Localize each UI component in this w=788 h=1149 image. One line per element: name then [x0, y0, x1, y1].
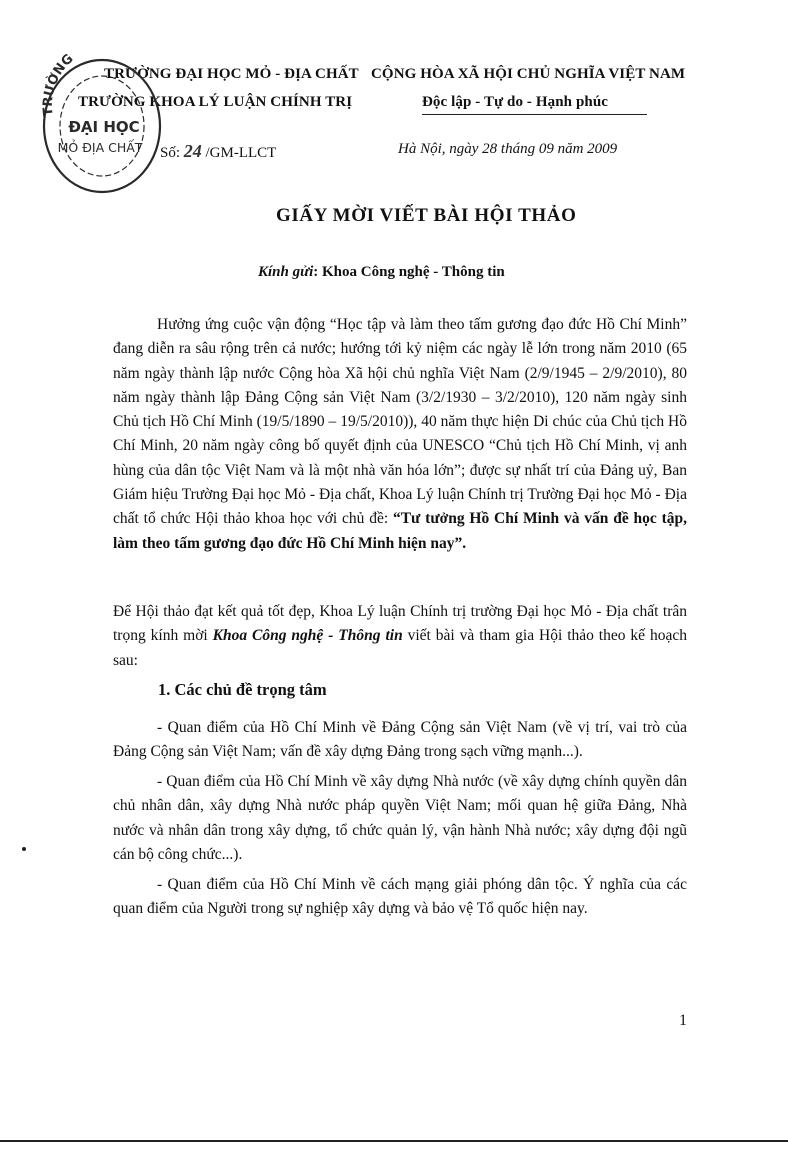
doc-number-prefix: Số: — [160, 145, 181, 161]
motto: Độc lập - Tự do - Hạnh phúc — [422, 94, 609, 110]
invite-text-after: viết bài và tham gia Hội thảo theo kế hoạch sau: — [113, 627, 687, 669]
scan-speck — [22, 847, 26, 851]
topic-item: - Quan điểm của Hồ Chí Minh về xây dựng Nhà nước (về xây dựng chính quyền dân chủ nhân dân, xây dựng Nhà nước pháp quyền Việt Nam; mối quan hệ giữa Đảng, Nhà nước và nhân dân trong xây dựng, tổ chức quản lý, vận hành Nhà nước; xây dựng đội ngũ cán bộ công chức...). — [113, 773, 687, 863]
doc-number-handwritten: 24 — [183, 141, 202, 161]
intro-text: Hưởng ứng cuộc vận động “Học tập và làm theo tấm gương đạo đức Hồ Chí Minh” đang diễn ra sâu rộng trên cả nước; hướng tới kỷ niệm các ngày lễ lớn trong năm 2010 (65 năm ngày thành lập nước Cộng hòa Xã hội chủ nghĩa Việt Nam (2/9/1945 – 2/9/2010), 80 năm ngày thành lập Đảng Cộng sản Việt Nam (3/2/1930 – 3/2/2010), 120 năm ngày sinh Chủ tịch Hồ Chí Minh (19/5/1890 – 19/5/2010)), 40 năm thực hiện Di chúc của Chủ tịch Hồ Chí Minh, 20 năm ngày công bố quyết định của UNESCO “Chủ tịch Hồ Chí Minh, vị anh hùng của dân tộc Việt Nam và là một nhà văn hóa lớn”; được sự nhất trí của Đảng uỷ, Ban Giám hiệu Trường Đại học Mỏ - Địa chất, Khoa Lý luận Chính trị Trường Đại học Mỏ - Địa chất tổ chức Hội thảo khoa học với chủ đề: — [113, 316, 687, 528]
document-number — [160, 141, 276, 162]
invite-paragraph — [113, 600, 687, 673]
invite-text-before: Để Hội thảo đạt kết quả tốt đẹp, Khoa Lý luận Chính trị trường Đại học Mỏ - Địa chất trân trọng kính mời — [113, 603, 687, 645]
country-name: CỘNG HÒA XÃ HỘI CHỦ NGHĨA VIỆT NAM — [371, 66, 686, 82]
doc-number-suffix: /GM-LLCT — [205, 145, 277, 161]
stamp-ring-text: TRƯỜNG — [40, 51, 77, 117]
school-name: TRƯỜNG ĐẠI HỌC MỎ - ĐỊA CHẤT — [104, 66, 359, 82]
document-title: GIẤY MỜI VIẾT BÀI HỘI THẢO — [276, 205, 577, 226]
page-edge-line — [0, 1140, 788, 1142]
topic-item: - Quan điểm của Hồ Chí Minh về Đảng Cộng sản Việt Nam (về vị trí, vai trò của Đảng Cộng sản Việt Nam; vấn đề xây dựng Đảng trong sạch vững mạnh...). — [113, 719, 687, 761]
invite-recipient: Khoa Công nghệ - Thông tin — [212, 627, 403, 645]
salutation-label: Kính gửi — [258, 264, 314, 280]
intro-paragraph — [113, 313, 687, 556]
page-number: 1 — [679, 1012, 687, 1029]
official-seal-stamp — [36, 48, 168, 198]
section-1-heading: 1. Các chủ đề trọng tâm — [158, 680, 327, 699]
stamp-text-line2: MỎ ĐỊA CHẤT — [57, 140, 143, 155]
document-date: Hà Nội, ngày 28 tháng 09 năm 2009 — [398, 141, 618, 157]
motto-underline — [422, 114, 647, 115]
faculty-name: TRƯỜNG KHOA LÝ LUẬN CHÍNH TRỊ — [78, 94, 353, 110]
seminar-theme: “Tư tưởng Hồ Chí Minh và vấn đề học tập, làm theo tấm gương đạo đức Hồ Chí Minh hiện nay”. — [113, 510, 688, 552]
topic-item: - Quan điểm của Hồ Chí Minh về cách mạng giải phóng dân tộc. Ý nghĩa của các quan điểm của Người trong sự nghiệp xây dựng và bảo vệ Tổ quốc hiện nay. — [113, 876, 687, 918]
salutation — [258, 264, 505, 281]
stamp-text-line1: ĐẠI HỌC — [68, 118, 140, 136]
salutation-recipient: : Khoa Công nghệ - Thông tin — [313, 264, 505, 280]
